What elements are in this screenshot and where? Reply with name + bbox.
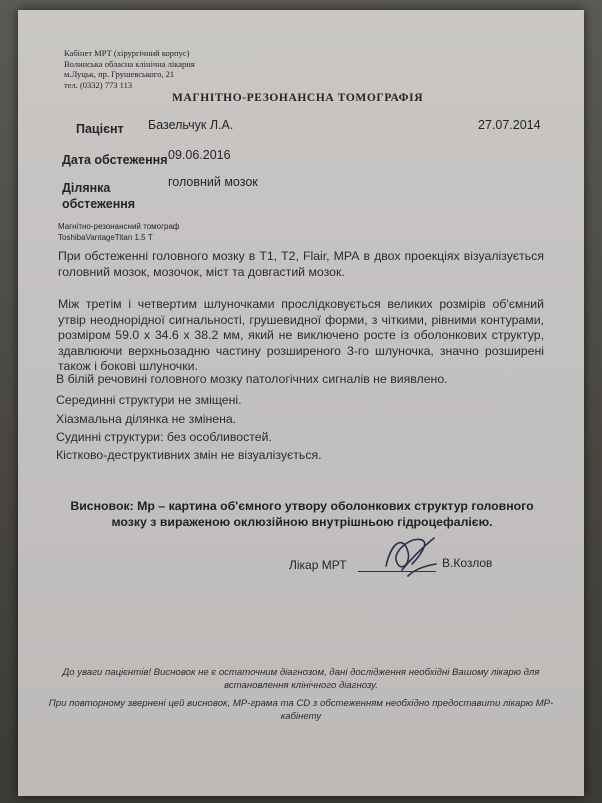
scanner-model: ToshibaVantageTitan 1.5 Т [58,233,153,242]
patient-birth-date: 27.07.2014 [478,118,541,132]
findings-line: Хіазмальна ділянка не змінена. [56,412,237,426]
findings-line: В білій речовині головного мозку патологічних сигналів не виявлено. [56,372,448,386]
findings-line: Кістково-деструктивних змін не візуалізується. [56,448,322,462]
scanner-type: Магнітно-резонансний томограф [58,222,180,231]
conclusion: Висновок: Мр – картина об'ємного утвору оболонкових структур головного мозку з вираженою оклюзійною внутрішньою гідроцефалією. [70,499,534,529]
doctor-name: В.Козлов [442,556,493,570]
patient-name: Базельчук Л.А. [148,118,234,132]
patient-label: Пацієнт [76,122,124,136]
clinic-header [64,48,195,90]
exam-area-value: головний мозок [168,175,258,189]
handwritten-signature [378,530,442,582]
document-title: МАГНІТНО-РЕЗОНАНСНА ТОМОГРАФІЯ [172,92,424,104]
mri-report-sheet [18,10,584,796]
exam-date-value: 09.06.2016 [168,148,231,162]
exam-date-label: Дата обстеження [62,153,168,167]
clinic-line: м.Луцьк, пр. Грушевського, 21 [64,69,175,79]
findings-line: Серединні структури не зміщені. [56,393,242,407]
exam-area-label: Ділянка обстеження [62,181,136,211]
repeat-visit-notice: При повторному звернені цей висновок, МР-грама та CD з обстеженням необхідно предоставити лікарю МР-кабінету [48,698,554,722]
patient-notice: До уваги пацієнтів! Висновок не є остаточним діагнозом, дані дослідження необхідні Вашому лікарю для встановлення клінічного діагнозу. [62,667,540,691]
findings-line: Судинні структури: без особливостей. [56,430,272,444]
clinic-line: Кабінет МРТ (хірургічний корпус) [64,48,190,58]
clinic-line: Волинська обласна клінічна лікарня [64,58,195,69]
clinic-line: тел. (0332) 773 113 [64,79,133,90]
doctor-role: Лікар МРТ [289,558,347,572]
findings-paragraph: При обстеженні головного мозку в Т1, Т2, Flair, МРА в двох проекціях візуалізується головний мозок, мозочок, міст та довгастий мозок. [58,249,544,279]
findings-paragraph: Між третім і четвертим шлуночками прослідковується великих розмірів об'ємний утвір неоднорідної сигнальності, грушевидної форми, з чіткими, рівними контурами, розміром 59.0 х 34.6 х 38.2 мм, який не виключено росте із оболонкових структур, здавлюючи верхньозадню частину розширеного 3-го шлуночка, значно розширені також і бокові шлуночки. [58,297,544,373]
scanner-info [58,221,180,243]
